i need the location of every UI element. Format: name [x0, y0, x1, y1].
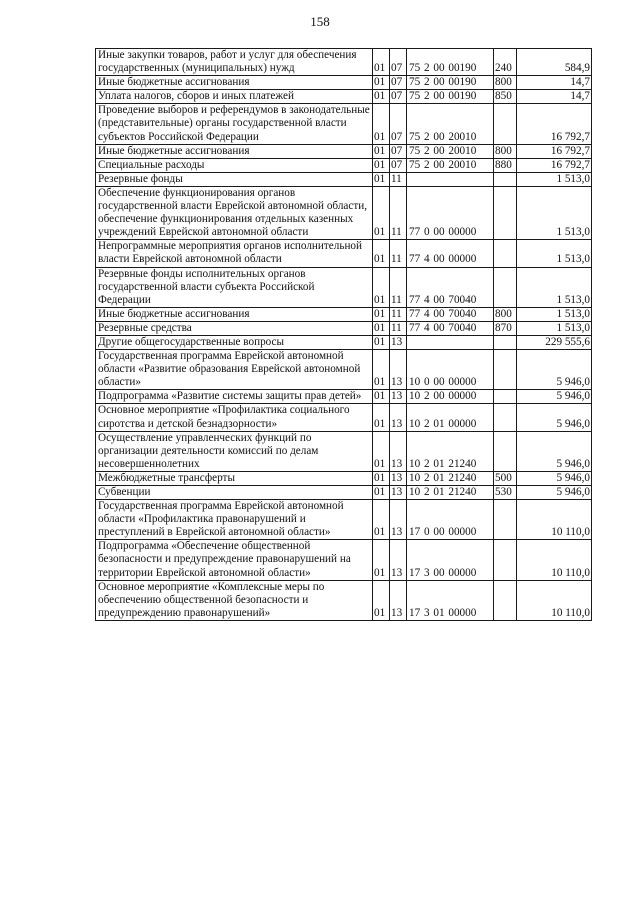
row-name-cell: Государственная программа Еврейской автономной области «Профилактика правонарушений и преступлений в Еврейской автономной области»: [96, 500, 373, 540]
table-row: [96, 350, 592, 390]
row-name-cell: Субвенции: [96, 486, 373, 500]
row-expense-type-code: [494, 172, 517, 186]
row-target-article-code: 10 2 01 21240: [407, 471, 494, 485]
row-expense-type-code: [494, 404, 517, 431]
row-expense-type-code: [494, 267, 517, 307]
row-amount: 14,7: [517, 76, 592, 90]
page-number: 158: [310, 14, 330, 29]
row-amount: 1 513,0: [517, 240, 592, 267]
row-expense-type-code: 800: [494, 76, 517, 90]
row-section-code: 01: [373, 90, 390, 104]
row-name-cell: Иные бюджетные ассигнования: [96, 76, 373, 90]
row-section-code: 01: [373, 431, 390, 471]
row-amount: 10 110,0: [517, 540, 592, 580]
row-section-code: 01: [373, 186, 390, 239]
table-row: [96, 486, 592, 500]
row-section-code: 01: [373, 335, 390, 349]
row-target-article-code: 77 0 00 00000: [407, 186, 494, 239]
row-amount: 1 513,0: [517, 307, 592, 321]
row-subsection-code: 07: [390, 104, 407, 144]
row-subsection-code: 13: [390, 431, 407, 471]
row-subsection-code: 13: [390, 540, 407, 580]
row-subsection-code: 11: [390, 321, 407, 335]
row-amount: 16 792,7: [517, 144, 592, 158]
row-amount: 5 946,0: [517, 390, 592, 404]
row-target-article-code: 10 2 00 00000: [407, 390, 494, 404]
row-subsection-code: 13: [390, 350, 407, 390]
row-subsection-code: 13: [390, 471, 407, 485]
row-amount: 584,9: [517, 49, 592, 76]
table-row: [96, 158, 592, 172]
row-section-code: 01: [373, 500, 390, 540]
row-amount: 5 946,0: [517, 404, 592, 431]
row-name-cell: Государственная программа Еврейской автономной области «Развитие образования Еврейской автономной области»: [96, 350, 373, 390]
row-amount: 229 555,6: [517, 335, 592, 349]
row-amount: 1 513,0: [517, 267, 592, 307]
row-target-article-code: 75 2 00 00190: [407, 90, 494, 104]
row-amount: 16 792,7: [517, 104, 592, 144]
row-amount: 5 946,0: [517, 471, 592, 485]
row-name-cell: Резервные фонды: [96, 172, 373, 186]
row-target-article-code: 10 2 01 00000: [407, 404, 494, 431]
row-subsection-code: 11: [390, 172, 407, 186]
row-expense-type-code: [494, 540, 517, 580]
table-row: [96, 144, 592, 158]
row-name-cell: Проведение выборов и референдумов в законодательные (представительные) органы государственной власти субъектов Российской Федерации: [96, 104, 373, 144]
table-row: [96, 104, 592, 144]
row-amount: 14,7: [517, 90, 592, 104]
row-amount: 5 946,0: [517, 486, 592, 500]
row-section-code: 01: [373, 321, 390, 335]
table-row: [96, 240, 592, 267]
row-subsection-code: 13: [390, 390, 407, 404]
row-name-cell: Другие общегосударственные вопросы: [96, 335, 373, 349]
row-subsection-code: 13: [390, 335, 407, 349]
row-section-code: 01: [373, 267, 390, 307]
row-section-code: 01: [373, 540, 390, 580]
row-amount: 16 792,7: [517, 158, 592, 172]
budget-table: [95, 48, 592, 621]
row-expense-type-code: [494, 500, 517, 540]
row-name-cell: Иные закупки товаров, работ и услуг для обеспечения государственных (муниципальных) нужд: [96, 49, 373, 76]
row-expense-type-code: 870: [494, 321, 517, 335]
row-subsection-code: 13: [390, 500, 407, 540]
row-subsection-code: 11: [390, 307, 407, 321]
row-subsection-code: 07: [390, 49, 407, 76]
row-expense-type-code: [494, 350, 517, 390]
budget-rows: [96, 49, 592, 621]
row-section-code: 01: [373, 404, 390, 431]
row-expense-type-code: [494, 186, 517, 239]
row-section-code: 01: [373, 49, 390, 76]
row-amount: 1 513,0: [517, 186, 592, 239]
row-section-code: 01: [373, 76, 390, 90]
row-expense-type-code: 240: [494, 49, 517, 76]
row-subsection-code: 07: [390, 144, 407, 158]
row-expense-type-code: [494, 335, 517, 349]
row-name-cell: Уплата налогов, сборов и иных платежей: [96, 90, 373, 104]
row-target-article-code: 77 4 00 70040: [407, 267, 494, 307]
row-name-cell: Резервные фонды исполнительных органов государственной власти субъекта Российской Федерации: [96, 267, 373, 307]
row-amount: 10 110,0: [517, 580, 592, 620]
table-row: [96, 76, 592, 90]
row-subsection-code: 13: [390, 486, 407, 500]
table-row: [96, 540, 592, 580]
row-name-cell: Подпрограмма «Развитие системы защиты прав детей»: [96, 390, 373, 404]
row-target-article-code: 75 2 00 20010: [407, 144, 494, 158]
row-amount: 10 110,0: [517, 500, 592, 540]
row-name-cell: Основное мероприятие «Профилактика социального сиротства и детской безнадзорности»: [96, 404, 373, 431]
row-expense-type-code: [494, 104, 517, 144]
table-row: [96, 186, 592, 239]
table-row: [96, 90, 592, 104]
row-target-article-code: 10 2 01 21240: [407, 486, 494, 500]
row-expense-type-code: 880: [494, 158, 517, 172]
row-target-article-code: 75 2 00 00190: [407, 49, 494, 76]
row-amount: 1 513,0: [517, 321, 592, 335]
row-name-cell: Обеспечение функционирования органов государственной власти Еврейской автономной области, обеспечение функционирования отдельных казенных учреждений Еврейской автономной области: [96, 186, 373, 239]
row-amount: 5 946,0: [517, 350, 592, 390]
row-target-article-code: 77 4 00 00000: [407, 240, 494, 267]
row-name-cell: Непрограммные мероприятия органов исполнительной власти Еврейской автономной области: [96, 240, 373, 267]
row-section-code: 01: [373, 240, 390, 267]
row-expense-type-code: [494, 390, 517, 404]
row-section-code: 01: [373, 144, 390, 158]
table-row: [96, 307, 592, 321]
row-expense-type-code: 800: [494, 307, 517, 321]
row-target-article-code: 17 3 00 00000: [407, 540, 494, 580]
row-section-code: 01: [373, 350, 390, 390]
row-subsection-code: 11: [390, 240, 407, 267]
row-section-code: 01: [373, 471, 390, 485]
row-section-code: 01: [373, 486, 390, 500]
table-row: [96, 390, 592, 404]
row-expense-type-code: [494, 240, 517, 267]
row-target-article-code: 77 4 00 70040: [407, 321, 494, 335]
row-section-code: 01: [373, 172, 390, 186]
row-expense-type-code: 500: [494, 471, 517, 485]
row-target-article-code: 75 2 00 20010: [407, 104, 494, 144]
table-row: [96, 500, 592, 540]
row-subsection-code: 07: [390, 158, 407, 172]
table-row: [96, 335, 592, 349]
table-row: [96, 49, 592, 76]
row-name-cell: Осуществление управленческих функций по организации деятельности комиссий по делам несовершеннолетних: [96, 431, 373, 471]
row-section-code: 01: [373, 104, 390, 144]
row-target-article-code: 17 3 01 00000: [407, 580, 494, 620]
row-name-cell: Межбюджетные трансферты: [96, 471, 373, 485]
row-expense-type-code: 800: [494, 144, 517, 158]
row-target-article-code: [407, 172, 494, 186]
row-target-article-code: 10 2 01 21240: [407, 431, 494, 471]
table-row: [96, 321, 592, 335]
table-row: [96, 431, 592, 471]
row-target-article-code: 10 0 00 00000: [407, 350, 494, 390]
row-subsection-code: 07: [390, 76, 407, 90]
row-expense-type-code: 530: [494, 486, 517, 500]
row-expense-type-code: [494, 431, 517, 471]
row-expense-type-code: 850: [494, 90, 517, 104]
row-name-cell: Иные бюджетные ассигнования: [96, 307, 373, 321]
row-amount: 1 513,0: [517, 172, 592, 186]
row-subsection-code: 13: [390, 580, 407, 620]
row-subsection-code: 11: [390, 186, 407, 239]
row-target-article-code: 17 0 00 00000: [407, 500, 494, 540]
row-expense-type-code: [494, 580, 517, 620]
table-row: [96, 471, 592, 485]
row-section-code: 01: [373, 307, 390, 321]
row-name-cell: Иные бюджетные ассигнования: [96, 144, 373, 158]
row-name-cell: Подпрограмма «Обеспечение общественной безопасности и предупреждение правонарушений на территории Еврейской автономной области»: [96, 540, 373, 580]
row-target-article-code: [407, 335, 494, 349]
row-target-article-code: 75 2 00 20010: [407, 158, 494, 172]
row-section-code: 01: [373, 158, 390, 172]
row-target-article-code: 77 4 00 70040: [407, 307, 494, 321]
table-row: [96, 404, 592, 431]
row-section-code: 01: [373, 580, 390, 620]
row-section-code: 01: [373, 390, 390, 404]
row-subsection-code: 13: [390, 404, 407, 431]
row-subsection-code: 07: [390, 90, 407, 104]
row-name-cell: Специальные расходы: [96, 158, 373, 172]
row-subsection-code: 11: [390, 267, 407, 307]
table-row: [96, 580, 592, 620]
row-name-cell: Резервные средства: [96, 321, 373, 335]
row-name-cell: Основное мероприятие «Комплексные меры по обеспечению общественной безопасности и предупреждению правонарушений»: [96, 580, 373, 620]
row-target-article-code: 75 2 00 00190: [407, 76, 494, 90]
row-amount: 5 946,0: [517, 431, 592, 471]
table-row: [96, 172, 592, 186]
table-row: [96, 267, 592, 307]
